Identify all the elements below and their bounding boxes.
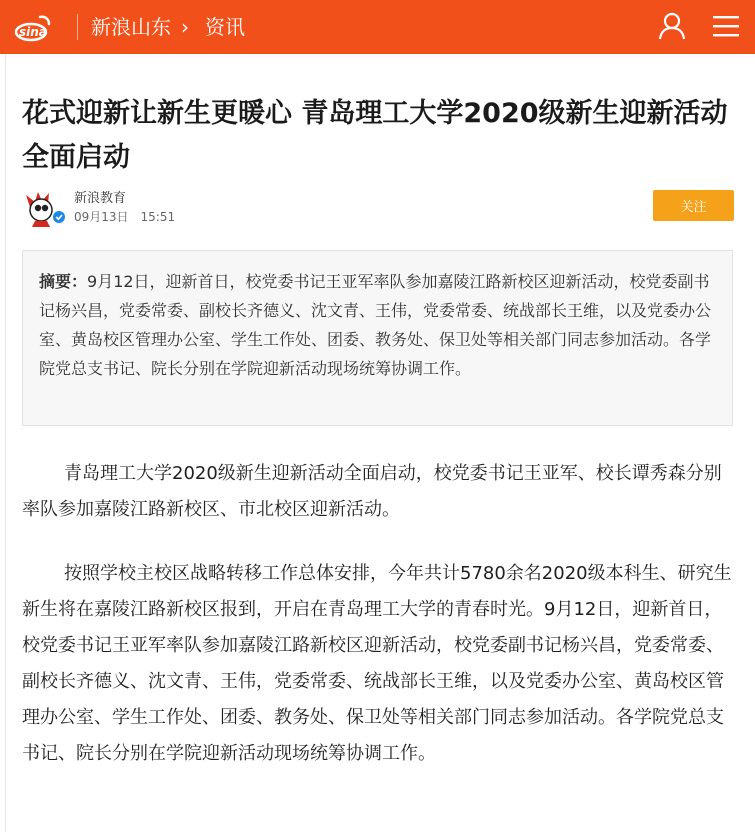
site-name-link[interactable]: 新浪山东 [91,15,171,39]
article-paragraph: 青岛理工大学2020级新生迎新活动全面启动，校党委书记王亚军、校长谭秀森分别率队参加嘉陵江路新校区、市北校区迎新活动。 [22,463,722,520]
summary-text [39,267,719,383]
author-name[interactable]: 新浪教育 [74,191,127,206]
menu-icon[interactable] [713,14,739,38]
follow-button[interactable]: 关注 [653,190,734,221]
summary-box [22,250,733,426]
sina-logo[interactable] [14,11,54,43]
breadcrumb-chevron-icon: › [181,15,189,39]
summary-label: 摘要： [39,272,88,291]
left-border-line [5,54,6,832]
author-avatar[interactable] [24,191,68,227]
section-link[interactable]: 资讯 [205,15,245,39]
article-title: 花式迎新让新生更暖心 青岛理工大学2020级新生迎新活动全面启动 [22,98,728,173]
logo-text: sina [19,25,47,39]
verified-badge-icon [53,211,65,223]
article-paragraph: 按照学校主校区战略转移工作总体安排，今年共计5780余名2020级本科生、研究生新生将在嘉陵江路新校区报到，开启在青岛理工大学的青春时光。9月12日，迎新首日，校党委书记王亚军率队参加嘉陵江路新校区迎新活动，校党委副书记杨兴昌，党委常委、副校长齐德义、沈文青、王伟，党委常委、统战部长王维，以及党委办公室、黄岛校区管理办公室、学生工作处、团委、教务处、保卫处等相关部门同志参加活动。各学院党总支书记、院长分别在学院迎新活动现场统筹协调工作。 [22,563,732,764]
top-nav-bar [0,0,755,54]
header-divider [77,14,78,40]
summary-content: 9月12日，迎新首日，校党委书记王亚军率队参加嘉陵江路新校区迎新活动，校党委副书记杨兴昌，党委常委、副校长齐德义、沈文青、王伟，党委常委、统战部长王维，以及党委办公室、黄岛校区管理办公室、学生工作处、团委、教务处、保卫处等相关部门同志参加活动。各学院党总支书记、院长分别在学院迎新活动现场统筹协调工作。 [39,272,712,378]
user-icon[interactable] [658,12,686,40]
publish-time: 09月13日 15:51 [74,210,176,224]
